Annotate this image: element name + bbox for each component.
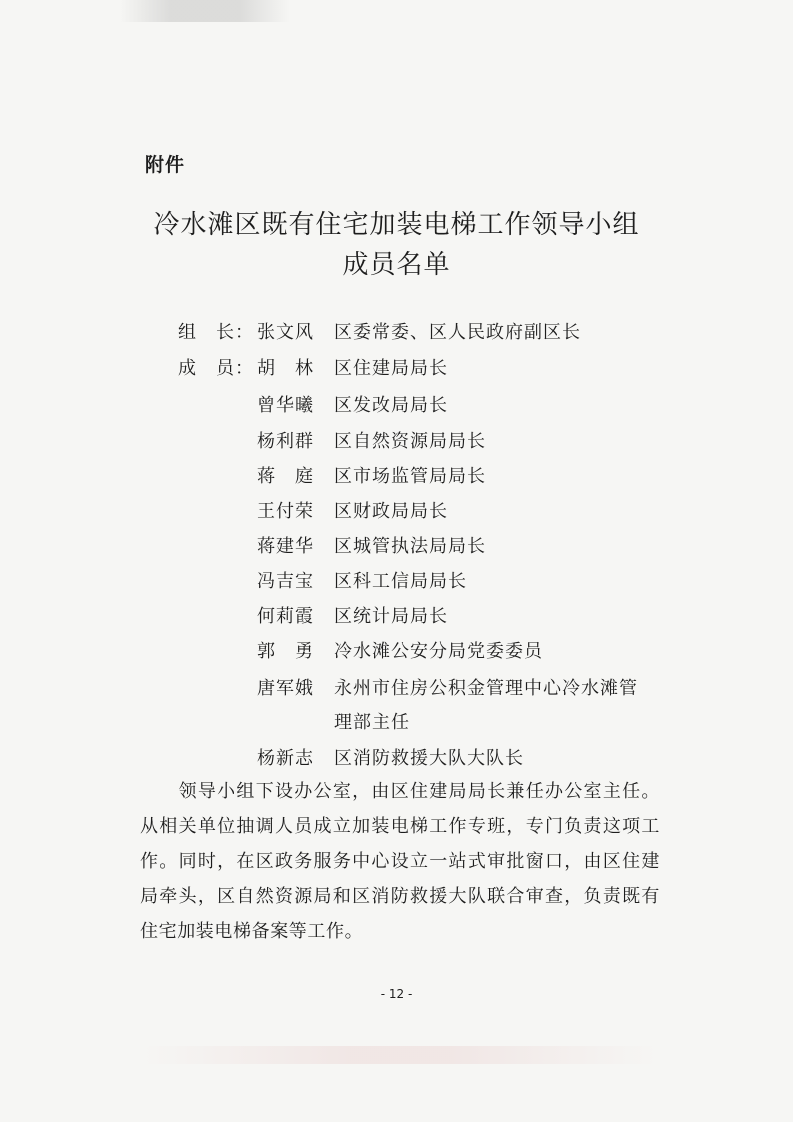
member-position: 区自然资源局局长 [334, 431, 486, 452]
member-name: 胡 林 [257, 358, 314, 379]
leader-position: 区委常委、区人民政府副区长 [334, 322, 581, 343]
page-number: - 12 - [380, 987, 413, 1001]
member-name: 蒋建华 [257, 536, 314, 557]
member-position: 区住建局局长 [334, 358, 448, 379]
attachment-label: 附件 [145, 154, 186, 176]
member-position: 区科工信局局长 [334, 571, 467, 592]
member-position: 区消防救援大队大队长 [334, 748, 524, 769]
scan-artifact-bottom [140, 1046, 660, 1064]
member-name: 杨新志 [257, 748, 314, 769]
office-paragraph: 领导小组下设办公室，由区住建局局长兼任办公室主任。从相关单位抽调人员成立加装电梯工作专班，专门负责这项工作。同时，在区政务服务中心设立一站式审批窗口，由区住建局牵头，区自然资源局和区消防救援大队联合审查，负责既有住宅加装电梯备案等工作。 [140, 781, 660, 942]
member-position: 区财政局局长 [334, 501, 448, 522]
scan-artifact-top [120, 0, 290, 22]
member-name: 杨利群 [257, 431, 314, 452]
document-title-line-2: 成员名单 [342, 250, 451, 280]
member-position: 区统计局局长 [334, 606, 448, 627]
member-position: 区城管执法局局长 [334, 536, 486, 557]
member-name: 王付荣 [257, 501, 314, 522]
member-position: 冷水滩公安分局党委委员 [334, 641, 543, 662]
member-position: 区发改局局长 [334, 395, 448, 416]
member-name: 何莉霞 [257, 606, 314, 627]
member-name: 蒋 庭 [257, 466, 314, 487]
leader-name: 张文风 [257, 322, 314, 343]
leader-role-label: 组 长： [178, 322, 254, 343]
member-position-continued: 理部主任 [334, 712, 410, 733]
member-name: 郭 勇 [257, 641, 314, 662]
member-position: 区市场监管局局长 [334, 466, 486, 487]
member-name: 冯吉宝 [257, 571, 314, 592]
member-name: 唐军娥 [257, 678, 314, 699]
document-title-line-1: 冷水滩区既有住宅加装电梯工作领导小组 [153, 210, 640, 240]
member-position: 永州市住房公积金管理中心冷水滩管 [334, 678, 638, 699]
members-role-label: 成 员： [178, 358, 254, 379]
member-name: 曾华曦 [257, 395, 314, 416]
